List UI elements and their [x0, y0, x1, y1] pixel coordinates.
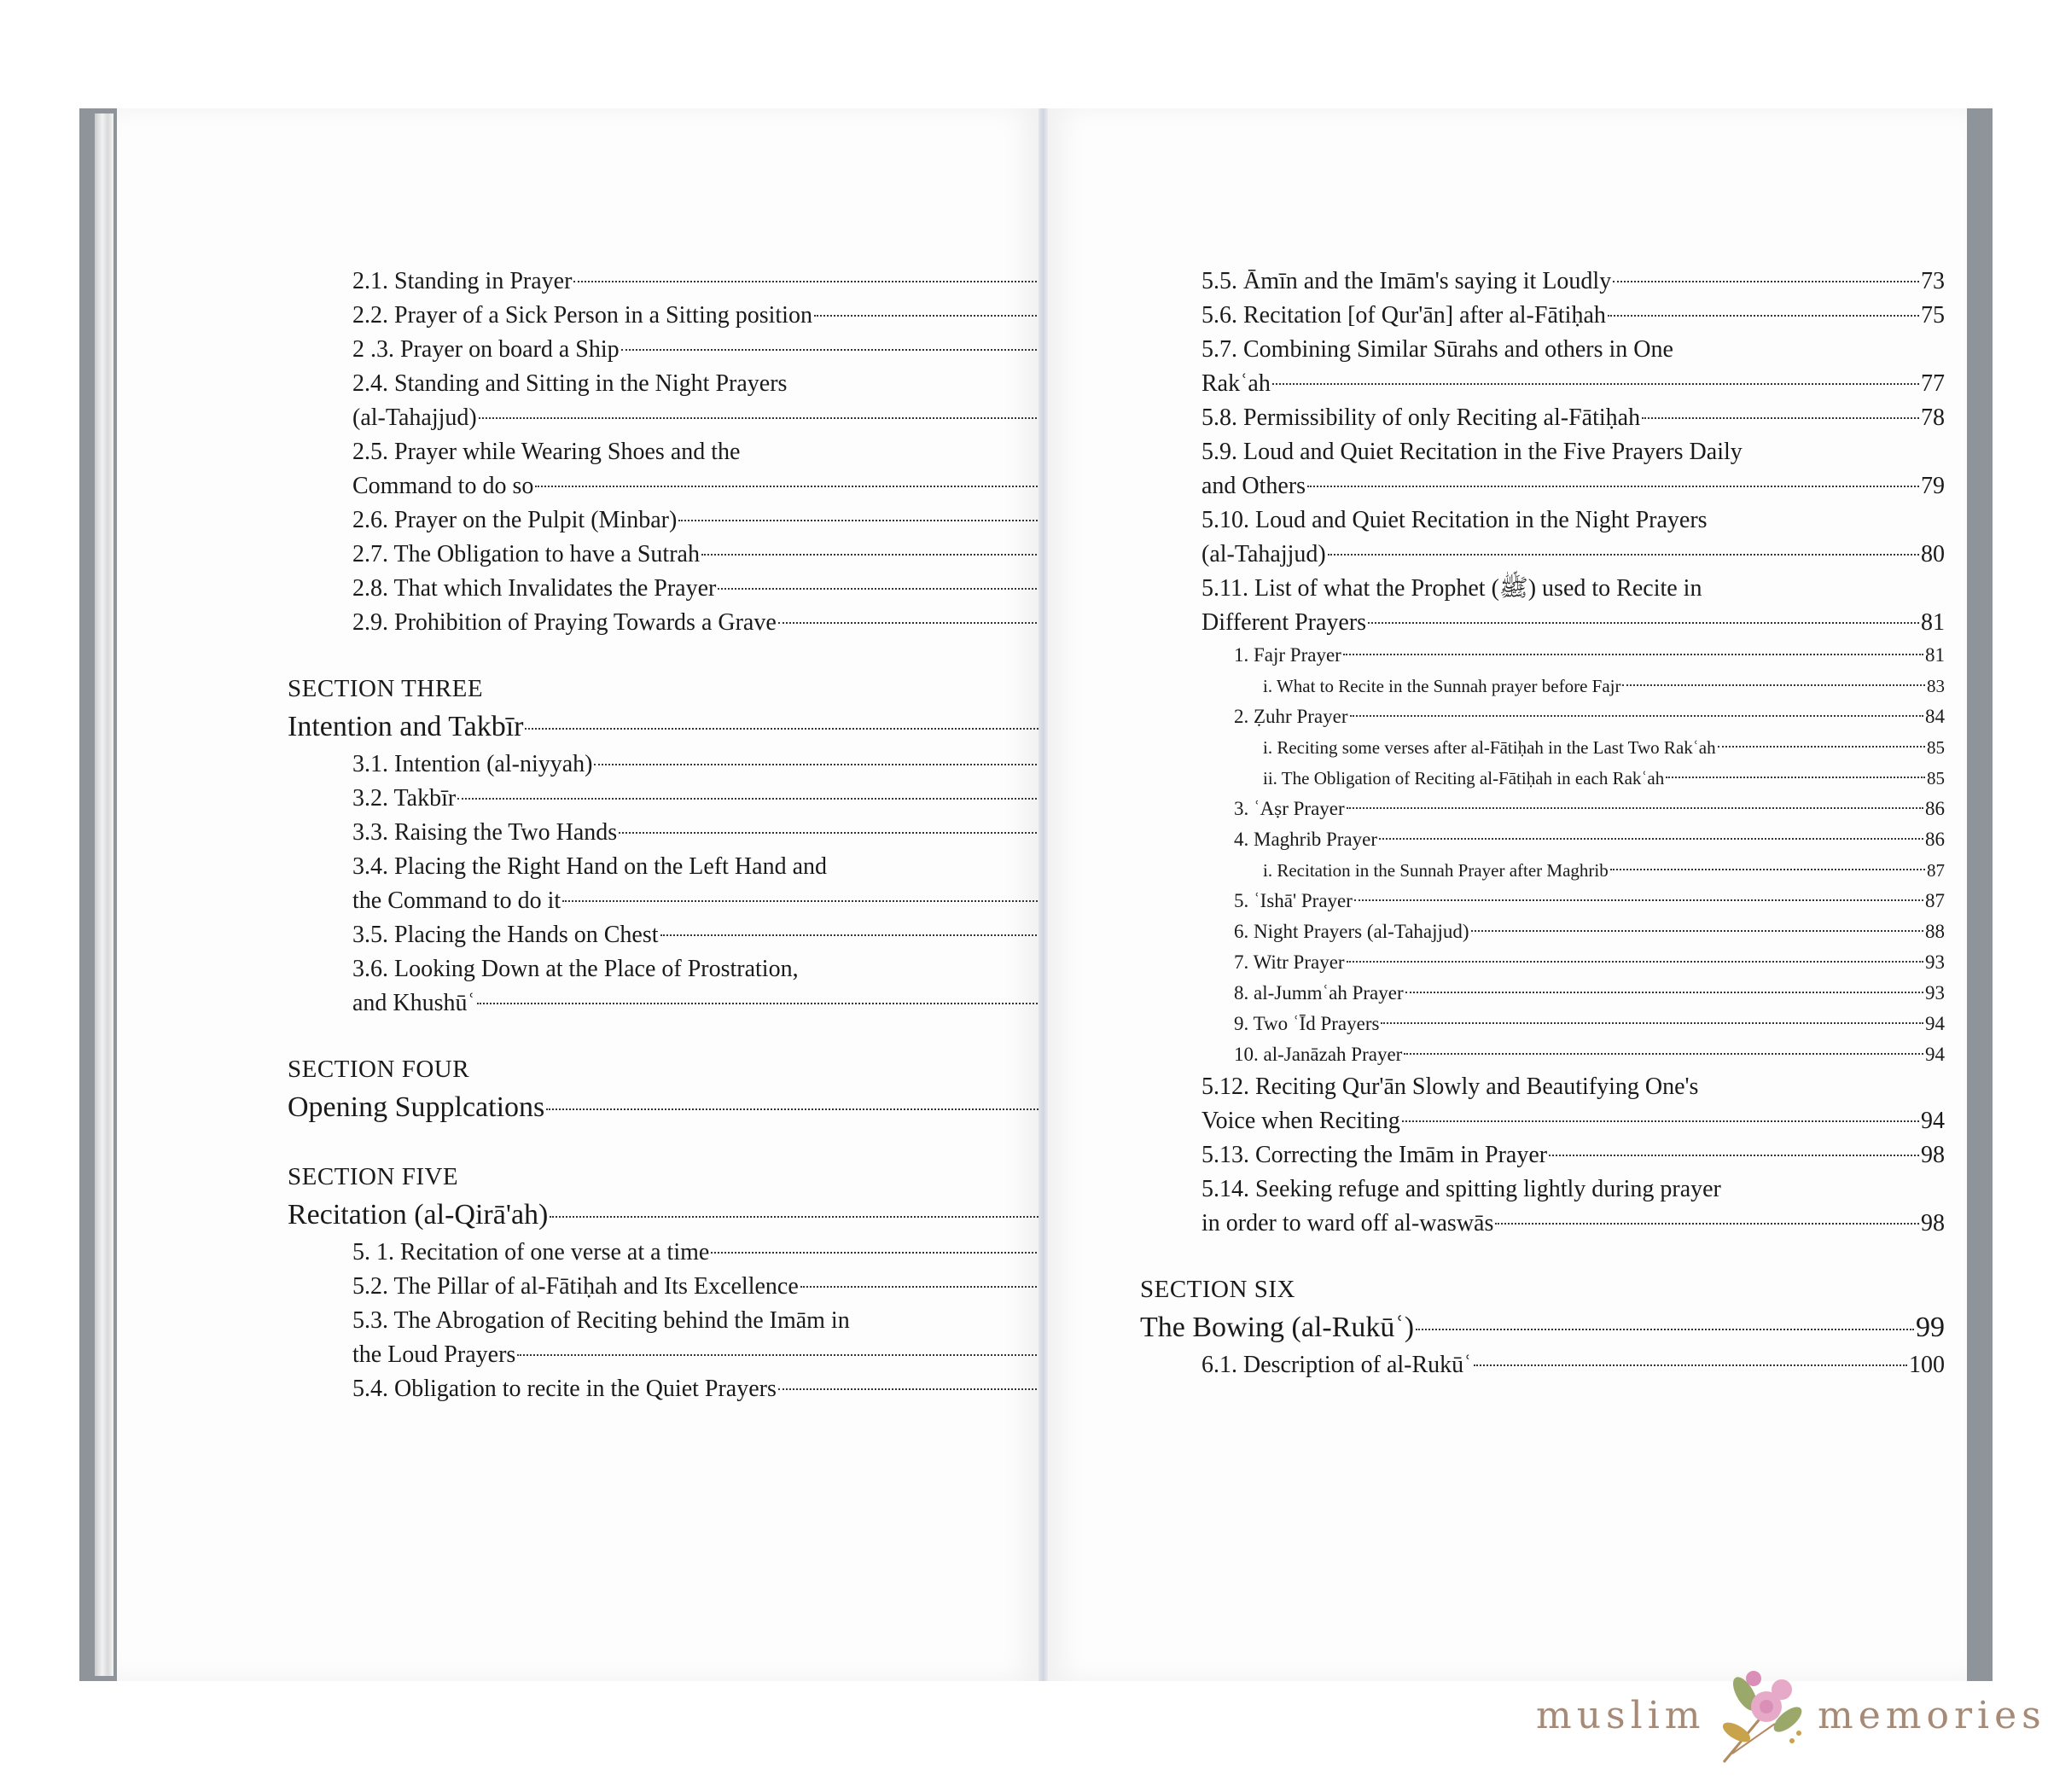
toc-entry-text: 5. 1. Recitation of one verse at a time — [352, 1239, 710, 1265]
section-label: SECTION FIVE — [288, 1163, 459, 1190]
toc-entry-text: 5.5. Āmīn and the Imām's saying it Loudly — [1201, 268, 1612, 294]
section-title-row — [288, 707, 1083, 748]
toc-entry — [1201, 978, 1945, 1009]
toc-entry — [1201, 763, 1945, 794]
muslim-memories-logo — [1536, 1660, 2046, 1771]
toc-entry-text: the Loud Prayers — [352, 1341, 516, 1368]
section-title: Intention and Takbīr — [288, 711, 524, 742]
toc-entry — [1201, 947, 1945, 978]
toc-page-number: 94 — [1925, 1044, 1945, 1065]
spacer — [288, 1021, 1083, 1051]
toc-entry — [288, 1372, 1083, 1406]
dot-leader — [1347, 807, 1923, 809]
toc-entry-text: Different Prayers — [1201, 609, 1367, 636]
toc-page-number: 75 — [1921, 302, 1945, 329]
toc-page-number: 77 — [1921, 370, 1945, 397]
toc-entry — [1201, 469, 1945, 503]
toc-entry-text: 2.8. That which Invalidates the Prayer — [352, 575, 717, 602]
toc-entry-text: 2.7. The Obligation to have a Sutrah — [352, 541, 700, 567]
toc-entry — [1201, 916, 1945, 947]
section-label: SECTION SIX — [1140, 1276, 1295, 1303]
toc-page-number: 85 — [1927, 768, 1945, 788]
section-title-row — [288, 1087, 1083, 1128]
dot-leader — [1350, 715, 1924, 717]
dot-leader — [711, 1252, 1057, 1254]
toc-entry — [1201, 1348, 1945, 1382]
dot-leader — [814, 315, 1057, 317]
toc-page-number: 94 — [1925, 1013, 1945, 1034]
section-title-row — [1140, 1307, 1945, 1348]
toc-entry-text: 6. Night Prayers (al-Tahajjud) — [1234, 921, 1469, 942]
toc-entry-text: Command to do so — [352, 473, 534, 499]
toc-page-number: 87 — [1927, 860, 1945, 881]
toc-entry-first-line: 3.4. Placing the Right Hand on the Left Hand and — [352, 853, 827, 880]
right-toc — [1140, 265, 1945, 1382]
toc-entry-text: 5.6. Recitation [of Qur'ān] after al-Fātiḥah — [1201, 302, 1606, 329]
dot-leader — [517, 1354, 1057, 1356]
toc-page-number: 86 — [1925, 829, 1945, 850]
toc-entry-text: 8. al-Jummʿah Prayer — [1234, 982, 1404, 1004]
toc-entry — [1201, 401, 1945, 435]
dot-leader — [701, 554, 1057, 556]
toc-page-number: 93 — [1925, 982, 1945, 1004]
toc-entry-text: 7. Witr Prayer — [1234, 951, 1345, 973]
toc-entry — [288, 816, 1083, 850]
toc-entry-text: in order to ward off al-waswās — [1201, 1210, 1494, 1236]
dot-leader — [1471, 930, 1923, 932]
toc-entry-text: 3.2. Takbīr — [352, 785, 457, 812]
toc-entry — [288, 503, 1083, 538]
dot-leader — [1272, 383, 1919, 385]
dot-leader — [1613, 281, 1919, 282]
toc-entry-text: 3.1. Intention (al-niyyah) — [352, 751, 593, 777]
dot-leader — [550, 1216, 1052, 1218]
toc-entry — [1201, 265, 1945, 299]
toc-page-number: 78 — [1921, 404, 1945, 431]
dot-leader — [573, 281, 1057, 282]
toc-entry-text: 2.2. Prayer of a Sick Person in a Sitting position — [352, 302, 812, 329]
section-title: The Bowing (al-Rukūʿ) — [1140, 1312, 1415, 1343]
toc-entry-text: 1. Fajr Prayer — [1234, 644, 1341, 666]
dot-leader — [660, 934, 1057, 936]
dot-leader — [1307, 486, 1919, 487]
toc-page-number: 81 — [1921, 609, 1945, 636]
dot-leader — [778, 622, 1057, 624]
toc-entry-text: 5.2. The Pillar of al-Fātiḥah and Its Excellence — [352, 1273, 799, 1300]
toc-page-number: 85 — [1927, 737, 1945, 758]
dot-leader — [1405, 992, 1923, 993]
open-book — [79, 108, 1993, 1681]
toc-entry-text: 2.9. Prohibition of Praying Towards a Grave — [352, 609, 777, 636]
dot-leader — [1474, 1364, 1908, 1366]
left-page — [117, 108, 1039, 1681]
toc-entry — [1201, 671, 1945, 701]
toc-page-number: 83 — [1927, 676, 1945, 696]
dot-leader — [800, 1286, 1057, 1288]
toc-entry-text: 4. Maghrib Prayer — [1234, 829, 1377, 850]
toc-entry — [288, 986, 1083, 1021]
toc-entry-first-line: 5.9. Loud and Quiet Recitation in the Five Prayers Daily — [1201, 439, 1743, 465]
toc-page-number: 98 — [1921, 1210, 1945, 1236]
toc-entry — [1201, 1138, 1945, 1172]
toc-entry — [288, 469, 1083, 503]
toc-entry — [288, 748, 1083, 782]
toc-entry-text: i. Reciting some verses after al-Fātiḥah in the Last Two Rakʿah — [1263, 737, 1716, 758]
toc-entry — [1201, 794, 1945, 824]
toc-entry — [288, 333, 1083, 367]
toc-entry-text: 2 .3. Prayer on board a Ship — [352, 336, 620, 363]
dot-leader — [477, 1003, 1057, 1004]
logo-word-left: muslim — [1536, 1694, 1706, 1737]
right-page — [1048, 108, 1967, 1681]
toc-entry-text: 3.3. Raising the Two Hands — [352, 819, 618, 846]
toc-entry-text: (al-Tahajjud) — [1201, 541, 1326, 567]
toc-entry — [288, 265, 1083, 299]
toc-entry-first-line: 5.11. List of what the Prophet (ﷺ) used to Recite in — [1201, 575, 1702, 602]
dot-leader — [1347, 961, 1923, 963]
toc-entry-text: 5. ʿIshā' Prayer — [1234, 890, 1353, 911]
toc-entry-text: Rakʿah — [1201, 370, 1271, 397]
dot-leader — [546, 1108, 1052, 1110]
toc-page-number: 84 — [1925, 706, 1945, 727]
toc-entry-text: 2. Ẓuhr Prayer — [1234, 706, 1348, 727]
section-title-row — [288, 1195, 1083, 1236]
toc-entry — [288, 1338, 1083, 1372]
toc-page-number: 93 — [1925, 951, 1945, 973]
dot-leader — [1402, 1120, 1919, 1122]
toc-entry-text: 5.4. Obligation to recite in the Quiet Prayers — [352, 1376, 777, 1402]
toc-entry-first-line: 2.5. Prayer while Wearing Shoes and the — [352, 439, 741, 465]
toc-entry — [288, 299, 1083, 333]
toc-entry — [288, 572, 1083, 606]
toc-entry-first-line: 5.10. Loud and Quiet Recitation in the Night Prayers — [1201, 507, 1708, 533]
dot-leader — [1495, 1223, 1919, 1225]
toc-entry-first-line: 5.14. Seeking refuge and spitting lightly during prayer — [1201, 1176, 1721, 1202]
dot-leader — [1328, 554, 1919, 556]
toc-entry — [1201, 1039, 1945, 1070]
toc-entry-text: 2.6. Prayer on the Pulpit (Minbar) — [352, 507, 678, 533]
toc-entry — [1201, 299, 1945, 333]
toc-entry — [1201, 1104, 1945, 1138]
toc-entry — [1201, 886, 1945, 916]
dot-leader — [1608, 315, 1919, 317]
toc-entry — [288, 1270, 1083, 1304]
section-title: Opening Supplcations — [288, 1091, 545, 1123]
dot-leader — [457, 798, 1057, 800]
dot-leader — [1622, 684, 1925, 686]
toc-entry-text: 10. al-Janāzah Prayer — [1234, 1044, 1403, 1065]
toc-page-number: 86 — [1925, 798, 1945, 819]
toc-entry-first-line: 3.6. Looking Down at the Place of Prostration, — [352, 956, 799, 982]
toc-page-number: 87 — [1925, 890, 1945, 911]
left-toc — [288, 265, 1083, 1406]
dot-leader — [1343, 654, 1923, 655]
dot-leader — [1416, 1329, 1914, 1330]
toc-entry-text: 5.13. Correcting the Imām in Prayer — [1201, 1142, 1548, 1168]
toc-page-number: 98 — [1921, 1142, 1945, 1168]
toc-entry-first-line: 5.12. Reciting Qur'ān Slowly and Beautifying One's — [1201, 1073, 1699, 1100]
dot-leader — [1368, 622, 1919, 624]
toc-page-number: 100 — [1909, 1352, 1945, 1378]
toc-entry — [288, 782, 1083, 816]
dot-leader — [535, 486, 1057, 487]
dot-leader — [594, 764, 1057, 765]
logo-word-right: memories — [1818, 1694, 2046, 1737]
book-gutter — [1039, 108, 1048, 1681]
toc-entry — [1201, 701, 1945, 732]
toc-entry-text: and Others — [1201, 473, 1306, 499]
toc-entry — [288, 884, 1083, 918]
dot-leader — [1642, 417, 1919, 419]
dot-leader — [678, 520, 1057, 521]
toc-entry — [288, 401, 1083, 435]
toc-page-number: 80 — [1921, 541, 1945, 567]
spacer — [288, 640, 1083, 671]
dot-leader — [1381, 1022, 1923, 1024]
toc-page-number: 73 — [1921, 268, 1945, 294]
dot-leader — [1404, 1053, 1923, 1055]
toc-entry — [1201, 732, 1945, 763]
toc-entry-text: (al-Tahajjud) — [352, 404, 477, 431]
toc-entry — [288, 918, 1083, 952]
toc-entry-text: 6.1. Description of al-Rukūʿ — [1201, 1352, 1472, 1378]
dot-leader — [479, 417, 1057, 419]
toc-entry-first-line: 2.4. Standing and Sitting in the Night Prayers — [352, 370, 788, 397]
toc-entry-text: 3. ʿAṣr Prayer — [1234, 798, 1345, 819]
dot-leader — [621, 349, 1057, 351]
dot-leader — [1718, 746, 1925, 748]
toc-entry — [1201, 1207, 1945, 1241]
dot-leader — [1549, 1155, 1919, 1156]
toc-entry — [288, 1236, 1083, 1270]
page-edge-stack — [95, 113, 113, 1676]
toc-page-number: 94 — [1921, 1108, 1945, 1134]
toc-entry-text: 2.1. Standing in Prayer — [352, 268, 573, 294]
toc-page-number: 88 — [1925, 921, 1945, 942]
dot-leader — [525, 728, 1052, 730]
flower-bouquet-icon — [1707, 1660, 1818, 1771]
toc-page-number: 81 — [1925, 644, 1945, 666]
dot-leader — [1379, 838, 1923, 840]
dot-leader — [1354, 899, 1923, 901]
toc-page-number: 79 — [1921, 473, 1945, 499]
toc-entry — [1201, 824, 1945, 855]
toc-entry-text: and Khushūʿ — [352, 990, 475, 1016]
toc-entry-text: the Command to do it — [352, 887, 561, 914]
toc-entry — [1201, 606, 1945, 640]
dot-leader — [562, 900, 1057, 902]
toc-entry-text: 9. Two ʿĪd Prayers — [1234, 1013, 1380, 1034]
dot-leader — [1666, 777, 1925, 778]
toc-entry — [1201, 855, 1945, 886]
toc-entry-text: ii. The Obligation of Reciting al-Fātiḥah in each Rakʿah — [1263, 768, 1665, 788]
section-label: SECTION FOUR — [288, 1056, 470, 1083]
toc-entry-text: 3.5. Placing the Hands on Chest — [352, 922, 659, 948]
toc-entry — [1201, 538, 1945, 572]
toc-entry — [1201, 640, 1945, 671]
toc-entry-text: 5.8. Permissibility of only Reciting al-Fātiḥah — [1201, 404, 1641, 431]
toc-entry-first-line: 5.3. The Abrogation of Reciting behind the Imām in — [352, 1307, 850, 1334]
section-label: SECTION THREE — [288, 675, 484, 702]
toc-entry-first-line: 5.7. Combining Similar Sūrahs and others in One — [1201, 336, 1673, 363]
toc-entry-text: i. What to Recite in the Sunnah prayer before Fajr — [1263, 676, 1621, 696]
toc-entry — [1201, 367, 1945, 401]
dot-leader — [778, 1388, 1057, 1390]
section-title: Recitation (al-Qirā'ah) — [288, 1199, 549, 1231]
toc-entry — [288, 538, 1083, 572]
toc-entry-text: Voice when Reciting — [1201, 1108, 1400, 1134]
dot-leader — [619, 832, 1057, 834]
spacer — [1201, 1241, 1945, 1271]
toc-entry — [288, 606, 1083, 640]
spacer — [288, 1128, 1083, 1159]
dot-leader — [718, 588, 1057, 590]
toc-entry — [1201, 1009, 1945, 1039]
toc-entry-text: i. Recitation in the Sunnah Prayer after Maghrib — [1263, 860, 1609, 881]
dot-leader — [1610, 869, 1925, 870]
toc-page-number: 99 — [1916, 1312, 1945, 1343]
